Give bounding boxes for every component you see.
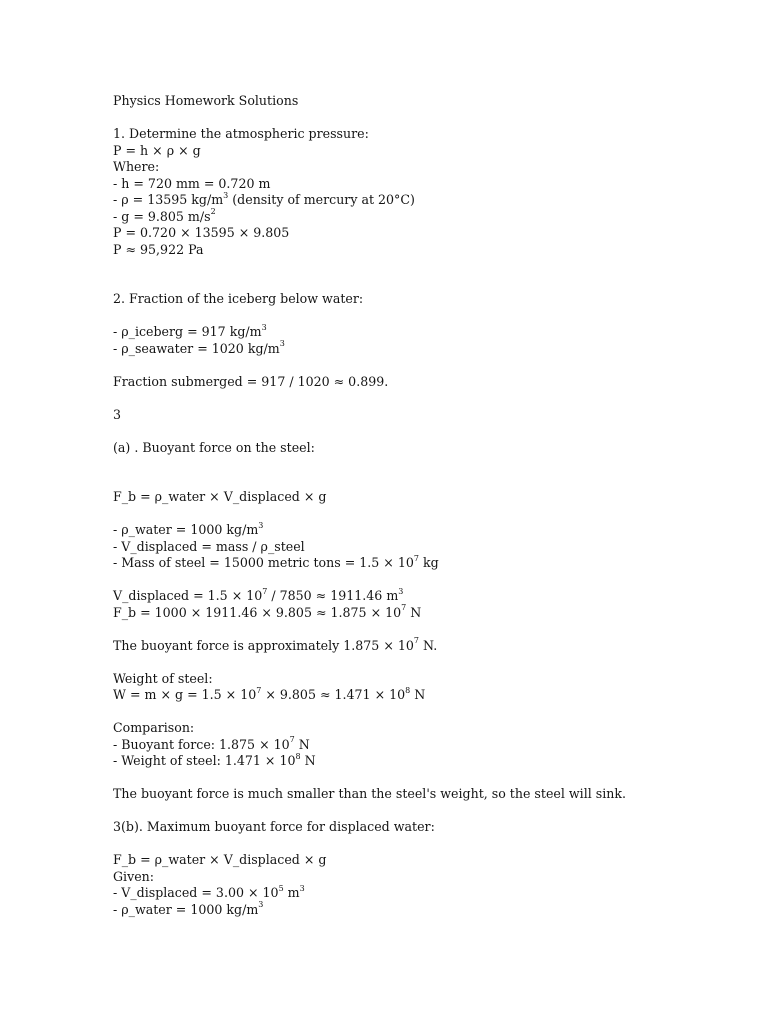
q3b-rho-line (113, 902, 733, 919)
q3a-fb-calc-line (113, 605, 733, 622)
q2-rho-ice-text: - ρ_iceberg = 917 kg/m (113, 324, 262, 339)
q3b-rho-text: - ρ_water = 1000 kg/m (113, 901, 259, 917)
q3a-mass-line (113, 555, 733, 572)
q3a-v-displaced-def: - V_displaced = mass / ρ_steel (113, 538, 305, 554)
q2-rho-sea-text: - ρ_seawater = 1020 kg/m (113, 340, 280, 356)
superscript: 7 (289, 735, 295, 745)
q3a-weight-line (113, 687, 733, 704)
q3a-fb-calc-unit: N (406, 604, 422, 620)
q3b-heading: 3(b). Maximum buoyant force for displaced water: (113, 819, 435, 834)
q3a-weight-text: W = m × g = 1.5 × 10 (113, 687, 257, 702)
q3a-rho-water-text: - ρ_water = 1000 kg/m (113, 522, 259, 537)
q3a-v-calc-line (113, 588, 733, 605)
superscript: 8 (295, 751, 301, 761)
q3b-v-text: - V_displaced = 3.00 × 10 (113, 885, 279, 900)
q1-calc: P = 0.720 × 13595 × 9.805 (113, 225, 290, 240)
q2-rho-ice-line (113, 324, 733, 341)
superscript: 2 (210, 207, 216, 217)
q3b-v-unit: m (283, 885, 300, 900)
q1-result: P ≈ 95,922 Pa (113, 241, 204, 257)
superscript: 7 (413, 636, 419, 646)
q3a-heading: (a) . Buoyant force on the steel: (113, 439, 315, 455)
q1-rho-note: (density of mercury at 20°C) (228, 192, 415, 207)
q2-fraction: Fraction submerged = 917 / 1020 ≈ 0.899. (113, 373, 389, 389)
q2-rho-sea-line (113, 341, 733, 358)
q3b-v-line (113, 885, 733, 902)
q3a-formula: F_b = ρ_water × V_displaced × g (113, 489, 327, 504)
q3a-cmp-buoyant-unit: N (294, 736, 310, 752)
document-title: Physics Homework Solutions (113, 93, 299, 108)
q3b-formula: F_b = ρ_water × V_displaced × g (113, 852, 327, 867)
q3a-conclusion: The buoyant force is much smaller than the steel's weight, so the steel will sink. (113, 786, 626, 801)
document-page (113, 93, 733, 918)
q1-rho-text: - ρ = 13595 kg/m (113, 192, 224, 207)
q3a-rho-water-line (113, 522, 733, 539)
q1-g-line (113, 209, 733, 226)
q3a-weight-heading: Weight of steel: (113, 670, 213, 686)
q3a-comparison: Comparison: (113, 720, 195, 735)
superscript: 3 (258, 520, 264, 530)
q3a-weight-unit: N (410, 687, 426, 702)
q3a-cmp-buoyant-line (113, 737, 733, 754)
superscript: 7 (401, 603, 407, 613)
superscript: 3 (258, 900, 264, 910)
q3a-cmp-buoyant-text: - Buoyant force: 1.875 × 10 (113, 736, 290, 752)
superscript: 3 (223, 190, 229, 200)
superscript: 7 (262, 586, 268, 596)
superscript: 3 (398, 586, 404, 596)
q3a-cmp-weight-unit: N (300, 753, 316, 768)
q3-number: 3 (113, 406, 122, 422)
superscript: 7 (256, 685, 262, 695)
superscript: 3 (299, 883, 305, 893)
superscript: 8 (405, 685, 411, 695)
superscript: 3 (261, 322, 267, 332)
q1-heading: 1. Determine the atmospheric pressure: (113, 126, 369, 141)
q1-where: Where: (113, 159, 160, 174)
q3a-cmp-weight-line (113, 753, 733, 770)
superscript: 5 (278, 883, 284, 893)
q3a-mass-text: - Mass of steel = 15000 metric tons = 1.5 × 10 (113, 555, 414, 570)
q3a-fb-calc-text: F_b = 1000 × 1911.46 × 9.805 ≈ 1.875 × 10 (113, 604, 402, 620)
q1-formula: P = h × ρ × g (113, 142, 201, 158)
q1-h-line: - h = 720 mm = 0.720 m (113, 175, 271, 191)
q3a-v-calc-mid: / 7850 ≈ 1911.46 m (267, 588, 399, 603)
q1-g-text: - g = 9.805 m/s (113, 208, 211, 224)
q1-rho-line (113, 192, 733, 209)
q3a-mass-unit: kg (418, 555, 439, 570)
superscript: 7 (413, 553, 419, 563)
q3a-cmp-weight-text: - Weight of steel: 1.471 × 10 (113, 753, 296, 768)
q3b-given: Given: (113, 868, 155, 884)
q3a-buoyant-unit: N. (419, 637, 438, 653)
superscript: 3 (279, 339, 285, 349)
q3a-weight-mid: × 9.805 ≈ 1.471 × 10 (261, 687, 406, 702)
q2-heading: 2. Fraction of the iceberg below water: (113, 291, 364, 306)
q3a-buoyant-line (113, 638, 733, 655)
q3a-v-calc-text: V_displaced = 1.5 × 10 (113, 588, 263, 603)
q3a-buoyant-text: The buoyant force is approximately 1.875 × 10 (113, 637, 414, 653)
